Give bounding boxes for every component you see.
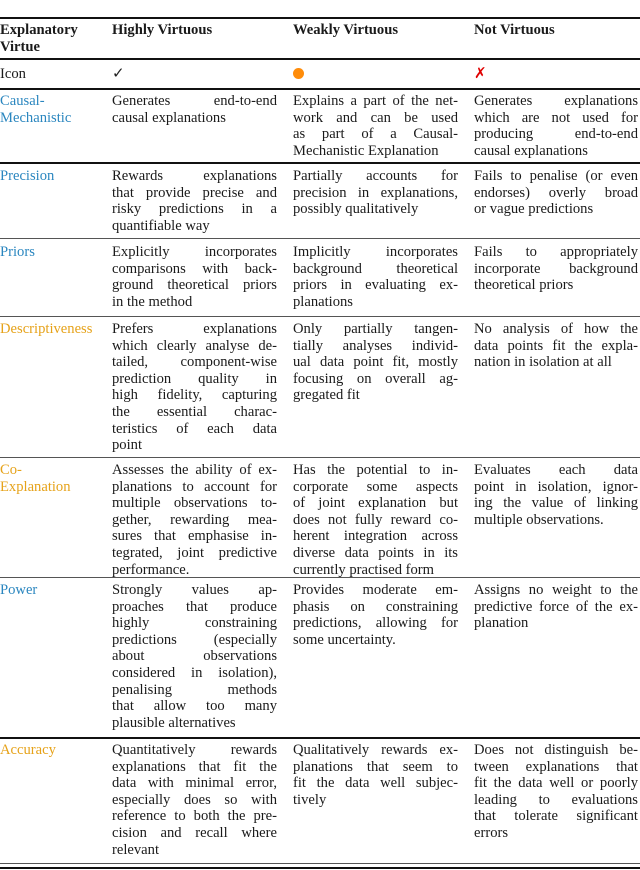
cell-line: endorses) overly broad [474,184,638,201]
cell-line: some uncertainty. [293,631,396,648]
cell-line: Accuracy [0,742,56,758]
virtue-label [0,742,108,759]
cell-line: Fails to penalise (or even [474,168,638,184]
cell-line: considered in isolation), [112,664,277,681]
cell-line: the essential charac- [112,403,277,420]
cell-line: herent integration across [293,528,458,545]
cell-line: teristics of each data [112,420,277,437]
cell-line: planations that seem to [293,758,458,775]
highly-virtuous-cell [112,742,277,858]
weakly-virtuous-cell [293,321,458,404]
cell-line: Generates end-to-end [112,93,277,109]
cell-line: Assigns no weight to the [474,582,638,598]
cell-line: Prefers explanations [112,321,277,337]
orange-dot-icon [293,68,304,79]
cell-line: comparisons with back- [112,260,277,277]
cell-line: Mechanistic Explanation [293,142,439,159]
icon-row-highly [112,65,277,83]
cell-line: background theoretical [293,260,458,277]
cell-line: Mechanistic [0,109,72,126]
cell-line: Does not distinguish be- [474,742,638,758]
cell-line: that allow too many [112,698,277,715]
cell-line: especially does so with [112,791,277,808]
cell-line: ual data point fit, mostly [293,354,458,371]
cell-line: which clearly analyse de- [112,337,277,354]
cell-line: planations to account for [112,478,277,495]
cell-line: corporate some aspects [293,478,458,495]
bottom-rule-upper [0,863,640,864]
cell-line: tween explanations that [474,758,638,775]
cell-line: errors [474,824,509,841]
cell-line: theoretical priors [474,277,574,294]
cell-line: sures that emphasise in- [112,528,277,545]
cell-line: nation in isolation at all [474,354,612,371]
cell-line: Fails to appropriately [474,244,638,260]
cell-line: causal explanations [474,142,588,159]
not-virtuous-cell [474,244,638,294]
cell-line: multiple observations to- [112,495,277,512]
weakly-virtuous-cell [293,93,458,159]
not-virtuous-cell [474,742,638,842]
cell-line: planations [293,293,353,310]
cell-line: Priors [0,244,35,260]
cell-line: fit the data well or poorly [474,775,638,792]
header-highly-virtuous: Highly Virtuous [112,22,213,38]
cell-line: Explains a part of the net- [293,93,458,109]
icon-row-not [474,65,638,83]
cell-line: Descriptiveness [0,321,93,337]
cell-line: phasis on constraining [293,598,458,615]
highly-virtuous-cell [112,321,277,454]
icon-row-weakly [293,66,458,83]
cell-line: reference to both the pre- [112,808,277,825]
header-not-virtuous: Not Virtuous [474,22,555,38]
cell-line: prediction quality in [112,370,277,387]
cell-line: causal explanations [112,109,226,126]
highly-virtuous-cell [112,93,277,126]
cell-line: priors in evaluating ex- [293,277,458,294]
cell-line: performance. [112,561,190,578]
highly-virtuous-cell [112,244,277,310]
cell-line: fit the data well subjec- [293,775,458,792]
cell-line: diverse data points in its [293,544,458,561]
not-virtuous-cell [474,93,638,159]
cell-line: Co- [0,462,22,478]
row-rule [0,457,640,458]
weakly-virtuous-cell [293,244,458,310]
virtue-label [0,93,108,126]
cell-line: Only partially tangen- [293,321,458,337]
cell-line: data with minimal error, [112,775,277,792]
not-virtuous-cell [474,462,638,528]
cell-line: about observations [112,648,277,665]
cell-line: gregated fit [293,387,360,404]
not-virtuous-cell [474,582,638,632]
header-rule [0,58,640,60]
weakly-virtuous-cell [293,168,458,218]
cell-line: tively [293,791,327,808]
highly-virtuous-cell [112,582,277,731]
cell-line: Partially accounts for [293,168,458,184]
cell-line: does not fully reward co- [293,511,458,528]
cell-line: Quantitatively rewards [112,742,277,758]
cell-line: producing end-to-end [474,126,638,143]
cell-line: predictive force of the ex- [474,598,638,615]
cell-line: ing the value of linking [474,495,638,512]
cell-line: Precision [0,168,55,184]
cell-line: high fidelity, capturing [112,387,277,404]
cell-line: tegrated, joint predictive [112,544,277,561]
cell-line: Explanation [0,478,71,495]
cell-line: cision and recall where [112,824,277,841]
cell-line: focusing on overall ag- [293,370,458,387]
cell-line: quantifiable way [112,217,210,234]
cell-line: penalising methods [112,681,277,698]
cell-line: Provides moderate em- [293,582,458,598]
cell-line: as part of a Causal- [293,126,458,143]
cell-line: leading to evaluations [474,791,638,808]
highly-virtuous-cell [112,168,277,234]
virtue-label [0,462,108,495]
bottom-rule-lower [0,867,640,869]
top-rule [0,17,640,19]
not-virtuous-cell [474,168,638,218]
icon-row-label: Icon [0,66,26,82]
cell-line: Causal- [0,93,45,109]
cell-line: gether, rewarding mea- [112,511,277,528]
cell-line: explanations that fit the [112,758,277,775]
cell-line: tailed, component-wise [112,354,277,371]
cell-line: risky predictions in a [112,201,277,218]
cell-line: Implicitly incorporates [293,244,458,260]
cell-line: ground theoretical priors [112,277,277,294]
cell-line: Evaluates each data [474,462,638,478]
virtue-label [0,244,108,261]
cell-line: highly constraining [112,615,277,632]
row-rule [0,238,640,239]
cell-line: No analysis of how the [474,321,638,337]
cell-line: Assesses the ability of ex- [112,462,277,478]
cell-line: Rewards explanations [112,168,277,184]
cell-line: plausible alternatives [112,714,236,731]
cell-line: multiple observations. [474,511,604,528]
cell-line: data points fit the expla- [474,337,638,354]
row-rule [0,162,640,164]
weakly-virtuous-cell [293,582,458,648]
cell-line: precision in explanations, [293,184,458,201]
check-icon: ✓ [112,64,125,82]
cell-line: predictions, allowing for [293,615,458,632]
cell-line: Explicitly incorporates [112,244,277,260]
cell-line: Power [0,582,38,598]
cell-line: tially analyses individ- [293,337,458,354]
header-explanatory-virtue: Explanatory Virtue [0,22,78,55]
cell-line: Strongly values ap- [112,582,277,598]
cell-line: relevant [112,841,159,858]
cell-line: proaches that produce [112,598,277,615]
icon-row-rule [0,88,640,90]
virtue-label [0,582,108,599]
cell-line: in the method [112,293,193,310]
cell-line: which are not used for [474,109,638,126]
row-rule [0,316,640,317]
cell-line: or vague predictions [474,201,594,218]
weakly-virtuous-cell [293,462,458,578]
cell-line: incorporate background [474,260,638,277]
not-virtuous-cell [474,321,638,371]
highly-virtuous-cell [112,462,277,578]
header-weakly-virtuous: Weakly Virtuous [293,22,399,38]
cell-line: work and can be used [293,109,458,126]
cell-line: Qualitatively rewards ex- [293,742,458,758]
cell-line: Generates explanations [474,93,638,109]
cell-line: that tolerate significant [474,808,638,825]
cell-line: point [112,437,142,454]
cell-line: planation [474,615,529,632]
virtue-label [0,168,108,185]
cell-line: predictions (especially [112,631,277,648]
virtue-label [0,321,108,338]
cell-line: possibly qualitatively [293,201,419,218]
cell-line: Has the potential to in- [293,462,458,478]
cross-icon: ✗ [474,64,487,82]
row-rule [0,737,640,739]
cell-line: point in isolation, ignor- [474,478,638,495]
cell-line: currently practised form [293,561,435,578]
weakly-virtuous-cell [293,742,458,808]
cell-line: that provide precise and [112,184,277,201]
cell-line: of joint explanation but [293,495,458,512]
